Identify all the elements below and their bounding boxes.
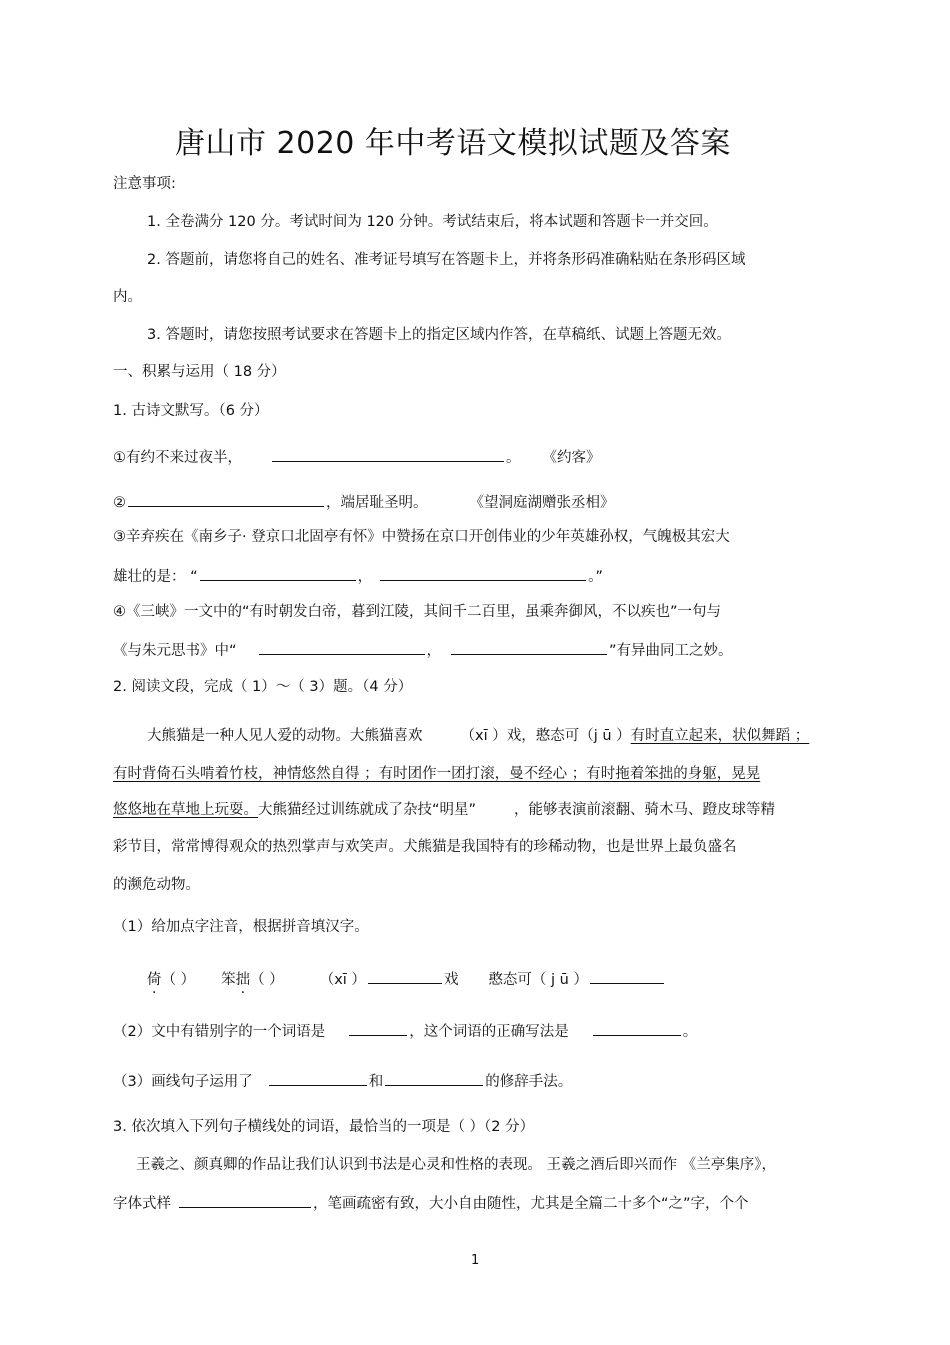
- subquestion-3-text: 的修辞手法。: [485, 1074, 573, 1090]
- document-title: 唐山市 2020 年中考语文模拟试题及答案: [175, 126, 731, 161]
- question-1-header: 1. 古诗文默写。（6 分）: [113, 403, 269, 419]
- poem-line-4-prompt: 《与朱元思书》中“: [113, 643, 237, 659]
- subquestion-3-text: 和: [368, 1074, 384, 1090]
- poem-line-1-end: 。: [506, 450, 521, 466]
- passage-text: ，能够表演前滚翻、骑木马、蹬皮球等精: [514, 802, 776, 818]
- underlined-sentence: 有时直立起来，状似舞蹈 ；: [630, 728, 810, 744]
- comma: ，: [357, 569, 373, 585]
- page-number: 1: [471, 1253, 480, 1268]
- answer-blank[interactable]: [368, 969, 442, 984]
- subquestion-3-text: （3）画线句子运用了: [113, 1074, 253, 1090]
- poem-line-2: [113, 492, 615, 512]
- answer-blank[interactable]: [200, 566, 356, 581]
- pinyin-blank[interactable]: （ ）: [161, 972, 196, 988]
- poem-line-1-text: ①有约不来过夜半，: [113, 450, 242, 466]
- subquestion-2: [113, 1021, 697, 1041]
- notice-item-2: 2. 答题前，请您将自己的姓名、准考证号填写在答题卡上，并将条形码准确粘贴在条形码区域: [147, 252, 746, 268]
- poem-line-3-answer: [113, 566, 603, 586]
- passage-line-1: [147, 727, 809, 745]
- passage-line-2: 有时背倚石头啃着竹枝，神情悠然自得 ；有时团作一团打滚，曼不经心 ；有时拖着笨拙的身躯，晃晃: [113, 766, 761, 782]
- answer-blank[interactable]: [349, 1021, 407, 1036]
- subquestion-2-text: （2）文中有错别字的一个词语是: [113, 1024, 326, 1040]
- poem-line-4-end: ”有异曲同工之妙。: [609, 643, 733, 659]
- question-3-text: ，笔画疏密有致，大小自由随性，尤其是全篇二十多个“之”字，个个: [313, 1196, 749, 1212]
- notice-item-2-cont: 内。: [113, 289, 142, 305]
- poem-line-1-source: 《约客》: [542, 450, 601, 466]
- passage-text: 大熊猫经过训练就成了杂技“明星”: [258, 802, 477, 818]
- answer-blank[interactable]: [128, 492, 324, 507]
- answer-blank[interactable]: [593, 1021, 681, 1036]
- answer-blank[interactable]: [272, 447, 504, 462]
- pinyin: （xī ）: [319, 972, 366, 988]
- question-2-header: 2. 阅读文段，完成（ 1）～（ 3）题。（4 分）: [113, 679, 413, 695]
- question-3-line-2: [113, 1193, 749, 1213]
- answer-blank[interactable]: [451, 640, 607, 655]
- question-3-header: 3. 依次填入下列句子横线处的词语，最恰当的一项是（ ）（2 分）: [113, 1119, 535, 1135]
- answer-blank[interactable]: [269, 1071, 367, 1086]
- passage-line-4: 彩节目，常常博得观众的热烈掌声与欢笑声。犬熊猫是我国特有的珍稀动物，也是世界上最负盛名: [113, 839, 737, 855]
- pinyin: 憨态可（ j ū ）: [488, 972, 588, 988]
- passage-line-5: 的濒危动物。: [113, 877, 200, 893]
- poem-line-3: ③辛弃疾在《南乡子· 登京口北固亭有怀》中赞扬在京口开创伟业的少年英雄孙权，气魄极其宏大: [113, 529, 730, 545]
- question-3-line-1: 王羲之、颜真卿的作品让我们认识到书法是心灵和性格的表现。 王羲之酒后即兴而作 《兰亭集序》，: [136, 1157, 776, 1173]
- section-heading: 一、积累与运用（ 18 分）: [113, 364, 286, 380]
- dotted-char: 拙: [235, 972, 251, 988]
- answer-blank[interactable]: [590, 969, 664, 984]
- poem-line-1: [113, 447, 601, 467]
- poem-line-2-num: ②: [113, 495, 126, 511]
- poem-line-3-end: 。”: [588, 569, 603, 585]
- comma: ，: [426, 643, 442, 659]
- char: 笨: [221, 972, 236, 988]
- answer-blank[interactable]: [259, 640, 425, 655]
- passage-text: （xī ）戏，憨态可（j ū ）: [460, 728, 631, 744]
- subquestion-1: （1）给加点字注音，根据拼音填汉字。: [113, 919, 369, 935]
- notice-header: 注意事项:: [113, 176, 176, 192]
- answer-blank[interactable]: [179, 1193, 311, 1208]
- poem-line-3-prompt: 雄壮的是： “: [113, 569, 198, 585]
- poem-line-2-source: 《望洞庭湖赠张丞相》: [469, 495, 615, 511]
- notice-item-1: 1. 全卷满分 120 分。考试时间为 120 分钟。考试结束后，将本试题和答题卡一并交回。: [147, 214, 718, 230]
- pinyin-blank[interactable]: （ ）: [250, 972, 284, 988]
- passage-text: 大熊猫是一种人见人爱的动物。大熊猫喜欢: [147, 728, 423, 744]
- answer-blank[interactable]: [380, 566, 586, 581]
- poem-line-4-answer: [113, 640, 733, 660]
- underlined-sentence: 悠悠地在草地上玩耍。: [113, 802, 258, 818]
- subquestion-1-items: [147, 969, 666, 989]
- dotted-char: 倚: [147, 972, 162, 988]
- subquestion-2-text: ，这个词语的正确写法是: [409, 1024, 569, 1040]
- char: 戏: [443, 972, 459, 988]
- period: 。: [682, 1024, 698, 1040]
- passage-line-3: [113, 801, 775, 819]
- question-3-text: 字体式样: [113, 1196, 171, 1212]
- answer-blank[interactable]: [385, 1071, 483, 1086]
- poem-line-4: ④《三峡》一文中的“有时朝发白帝，暮到江陵，其间千二百里，虽乘奔御风，不以疾也”一句与: [113, 604, 722, 620]
- notice-item-3: 3. 答题时，请您按照考试要求在答题卡上的指定区域内作答，在草稿纸、试题上答题无效。: [147, 327, 731, 343]
- poem-line-2-text: ，端居耻圣明。: [326, 495, 428, 511]
- subquestion-3: [113, 1071, 572, 1091]
